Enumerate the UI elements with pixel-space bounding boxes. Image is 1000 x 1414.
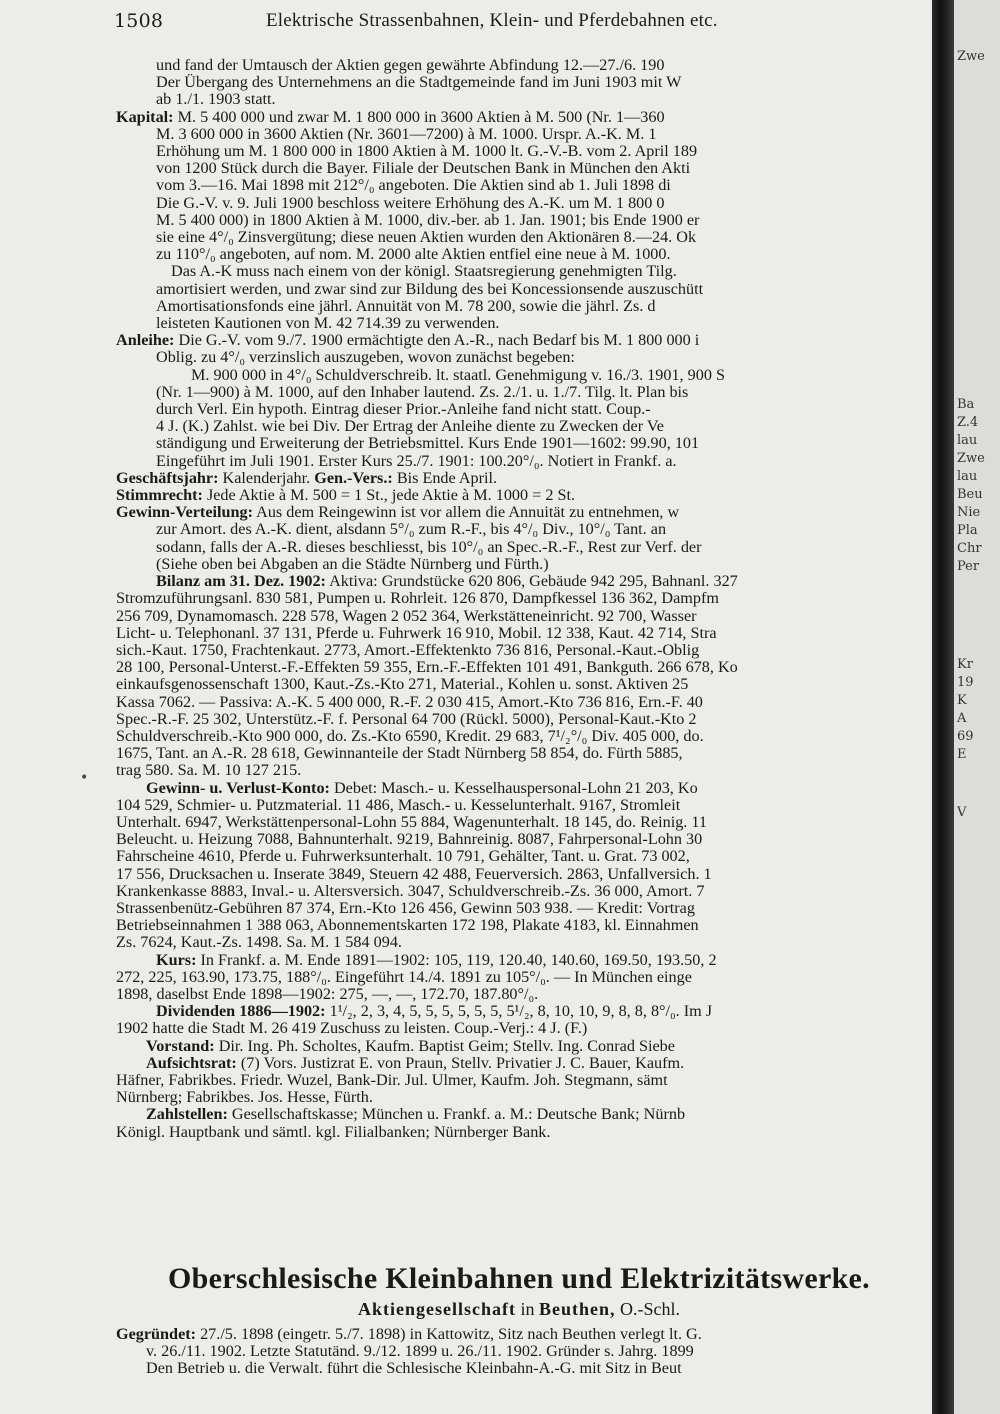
text-line: Schuldverschreib.-Kto 900 000, do. Zs.-Kto 6590, Kredit. 29 683, 7¹/₂°/₀ Div. 405 000, do. — [116, 726, 704, 745]
text-line: (Nr. 1—900) à M. 1000, auf den Inhaber lautend. Zs. 2./1. u. 1./7. Tilg. lt. Plan bis — [156, 382, 689, 401]
gegruendet-paragraph: Gegründet: 27./5. 1898 (eingetr. 5./7. 1898) in Kattowitz, Sitz nach Beuthen verlegt lt. G. — [116, 1325, 702, 1343]
fragment: Beu — [957, 487, 983, 502]
aufsichtsrat-paragraph: Aufsichtsrat: (7) Vors. Justizrat E. von Praun, Stellv. Privatier J. C. Bauer, Kaufm. — [146, 1053, 685, 1072]
text-line: 17 556, Drucksachen u. Inserate 3849, Steuern 42 488, Feuerversich. 2863, Unfallversich. 1 — [116, 864, 712, 883]
facing-page-edge — [954, 0, 1000, 1414]
fragment: Nie — [957, 505, 981, 520]
vorstand-line: Vorstand: Dir. Ing. Ph. Scholtes, Kaufm. Baptist Geim; Stellv. Ing. Conrad Siebe — [146, 1036, 675, 1055]
text-line: Strassenbenütz-Gebühren 87 374, Ern.-Kto 126 456, Gewinn 503 938. — Kredit: Vortrag — [116, 898, 695, 917]
text-line: 1902 hatte die Stadt M. 26 419 Zuschuss zu leisten. Coup.-Verj.: 4 J. (F.) — [116, 1019, 588, 1038]
text-line: Nürnberg; Fabrikbes. Jos. Hesse, Fürth. — [116, 1088, 373, 1107]
text-line: Licht- u. Telephonanl. 37 131, Pferde u. Fuhrwerk 16 910, Mobil. 12 338, Kaut. 42 714, Stra — [116, 623, 717, 642]
geschaeftsjahr-line: Geschäftsjahr: Kalenderjahr. Gen.-Vers.: Bis Ende April. — [116, 468, 498, 487]
text-line: Eingeführt im Juli 1901. Erster Kurs 25./7. 1901: 100.20°/₀. Notiert in Frankf. a. — [156, 451, 677, 470]
fragment: 19 — [957, 675, 974, 690]
gewinnverteilung-paragraph: Gewinn-Verteilung: Aus dem Reingewinn ist vor allem die Annuität zu entnehmen, w — [116, 503, 680, 522]
stimmrecht-line: Stimmrecht: Jede Aktie à M. 500 = 1 St., jede Aktie à M. 1000 = 2 St. — [116, 486, 576, 505]
text-line: Die G.-V. v. 9. Juli 1900 beschloss weitere Erhöhung des A.-K. um M. 1 800 0 — [156, 193, 665, 212]
text-line: Erhöhung um M. 1 800 000 in 1800 Aktien à M. 1000 lt. G.-V.-B. vom 2. April 189 — [156, 142, 698, 161]
company-entry — [116, 57, 926, 1141]
guv-paragraph: Gewinn- u. Verlust-Konto: Debet: Masch.- u. Kesselhauspersonal-Lohn 21 203, Ko — [146, 778, 698, 797]
text-line: von 1200 Stück durch die Bayer. Filiale der Deutschen Bank in München den Akti — [156, 159, 691, 178]
fragment: Kr — [957, 657, 973, 672]
text-line: 104 529, Schmier- u. Putzmaterial. 11 486, Masch.- u. Kesselunterhalt. 9167, Stromleit — [116, 795, 681, 814]
text-line: Oblig. zu 4°/₀ verzinslich auszugeben, wovon zunächst begeben: — [156, 348, 575, 367]
text-line: M. 900 000 in 4°/₀ Schuldverschreib. lt. staatl. Genehmigung v. 16./3. 1901, 900 S — [191, 365, 725, 384]
text-line: durch Verl. Ein hypoth. Eintrag dieser Prior.-Anleihe fand nicht statt. Coup.- — [156, 400, 651, 419]
fragment: Zwe — [957, 49, 985, 64]
text-line: ständigung und Erweiterung der Betriebsmittel. Kurs Ende 1901—1602: 99.90, 101 — [156, 434, 700, 453]
text-line: M. 5 400 000) in 1800 Aktien à M. 1000, div.-ber. ab 1. Jan. 1901; bis Ende 1900 er — [156, 210, 700, 229]
fragment: E — [957, 747, 967, 762]
kapital-paragraph: Kapital: M. 5 400 000 und zwar M. 1 800 000 in 3600 Aktien à M. 500 (Nr. 1—360 — [116, 107, 665, 126]
fragment: Per — [957, 559, 980, 574]
page-header — [114, 10, 914, 40]
text-line: sodann, falls der A.-R. dieses beschliesst, bis 10°/₀ an Spec.-R.-F., Rest zur Verf. der — [156, 537, 702, 556]
fragment: Zwe — [957, 451, 985, 466]
anleihe-label: Anleihe: — [116, 331, 175, 350]
text-line: einkaufsgenossenschaft 1300, Kaut.-Zs.-Kto 271, Material., Kohlen u. sonst. Aktiven 25 — [116, 675, 689, 694]
kurs-paragraph: Kurs: In Frankf. a. M. Ende 1891—1902: 105, 119, 120.40, 140.60, 169.50, 193.50, 2 — [156, 950, 717, 969]
text-line: Häfner, Fabrikbes. Friedr. Wuzel, Bank-Dir. Jul. Ulmer, Kaufm. Joh. Stegmann, sämt — [116, 1070, 668, 1089]
text-line: leisteten Kautionen von M. 42 714.39 zu verwenden. — [156, 314, 500, 333]
fragment: 69 — [957, 729, 974, 744]
text-line: Das A.-K muss nach einem von der königl. Staatsregierung genehmigten Tilg. — [171, 262, 677, 281]
text-line: sich.-Kaut. 1750, Frachtenkaut. 2773, Amort.-Effektenkto 736 816, Personal.-Kaut.-Oblig — [116, 640, 700, 659]
section-subtitle: Aktiengesellschaft in Beuthen, O.-Schl. — [357, 1299, 680, 1319]
text-line: Unterhalt. 6947, Werkstättenpersonal-Lohn 55 884, Wagenunterhalt. 18 145, do. Reinig. 11 — [116, 812, 707, 831]
text-line: 1898, daselbst Ende 1898—1902: 275, —, —, 172.70, 187.80°/₀. — [116, 984, 539, 1003]
text-line: v. 26./11. 1902. Letzte Statutänd. 9./12. 1899 u. 26./11. 1902. Gründer s. Jahrg. 1899 — [146, 1342, 694, 1361]
text-line: 1675, Tant. an A.-R. 28 618, Gewinnanteile der Stadt Nürnberg 58 854, do. Fürth 5885, — [116, 744, 683, 763]
text-line: Krankenkasse 8883, Inval.- u. Altersversich. 3047, Schuldverschreib.-Zs. 36 000, Amort. 7 — [116, 881, 705, 900]
text-line: Den Betrieb u. die Verwalt. führt die Schlesische Kleinbahn-A.-G. mit Sitz in Beut — [146, 1359, 682, 1378]
bilanz-paragraph: Bilanz am 31. Dez. 1902: Aktiva: Grundstücke 620 806, Gebäude 942 295, Bahnanl. 327 — [156, 572, 738, 591]
fragment: Pla — [957, 523, 978, 538]
fragment: A — [957, 711, 967, 726]
text-line: zur Amort. des A.-K. dient, alsdann 5°/₀ zum R.-F., bis 4°/₀ Div., 10°/₀ Tant. an — [156, 520, 667, 539]
book-gutter — [932, 0, 954, 1414]
text-line: amortisiert werden, und zwar sind zur Bildung des bei Koncessionsende auszuschütt — [156, 279, 704, 298]
text-line: 28 100, Personal-Unterst.-F.-Effekten 59 355, Ern.-F.-Effekten 101 491, Bankguth. 266 678, Ko — [116, 658, 738, 677]
dividenden-paragraph: Dividenden 1886—1902: 1¹/₂, 2, 3, 4, 5, 5, 5, 5, 5, 5, 5¹/₂, 8, 10, 10, 9, 8, 8, 8°/₀. Im J — [156, 1002, 713, 1021]
fragment: lau — [957, 469, 978, 484]
fragment: Chr — [957, 541, 982, 556]
text-line: Der Übergang des Unternehmens an die Stadtgemeinde fand im Juni 1903 mit W — [156, 73, 682, 92]
fragment: lau — [957, 433, 978, 448]
text-line: zu 110°/₀ angeboten, auf nom. M. 2000 alte Aktien entfiel eine neue à M. 1000. — [156, 245, 671, 264]
section-title: Oberschlesische Kleinbahnen und Elektrizitätswerke. — [168, 1262, 870, 1295]
text-line: ab 1./1. 1903 statt. — [156, 90, 276, 109]
text-line: 4 J. (K.) Zahlst. wie bei Div. Der Ertrag der Anleihe diente zu Zwecken der Ve — [156, 417, 664, 436]
text-line: Beleucht. u. Heizung 7088, Bahnunterhalt. 9219, Bahnreinig. 8087, Fahrpersonal-Lohn 30 — [116, 830, 703, 849]
text-line: sie eine 4°/₀ Zinsvergütung; diese neuen Aktien wurden den Aktionären 8.—24. Ok — [156, 228, 697, 247]
text-line: und fand der Umtausch der Aktien gegen gewährte Abfindung 12.—27./6. 190 — [156, 56, 665, 74]
text-line: Zs. 7624, Kaut.-Zs. 1498. Sa. M. 1 584 094. — [116, 933, 402, 952]
zahlstellen-paragraph: Zahlstellen: Gesellschaftskasse; München u. Frankf. a. M.: Deutsche Bank; Nürnb — [146, 1105, 686, 1124]
text-line: Königl. Hauptbank und sämtl. kgl. Filialbanken; Nürnberger Bank. — [116, 1122, 551, 1141]
text-line: Spec.-R.-F. 25 302, Unterstütz.-F. f. Personal 64 700 (Rückl. 5000), Personal-Kaut.-Kto 2 — [116, 709, 697, 728]
text-line: M. 3 600 000 in 3600 Aktien (Nr. 3601—7200) à M. 1000. Urspr. A.-K. M. 1 — [156, 124, 657, 143]
next-entry — [116, 1326, 926, 1378]
text-line: 256 709, Dynamomasch. 228 578, Wagen 2 052 364, Werkstätteneinricht. 92 700, Wasser — [116, 606, 697, 625]
text-line: Kassa 7062. — Passiva: A.-K. 5 400 000, R.-F. 2 030 415, Amort.-Kto 736 816, Ern.-F. 40 — [116, 692, 703, 711]
page-number: 1508 — [114, 10, 164, 32]
fragment: Z.4 — [957, 415, 979, 430]
text-line: vom 3.—16. Mai 1898 mit 212°/₀ angeboten. Die Aktien sind ab 1. Juli 1898 di — [156, 176, 671, 195]
running-title: Elektrische Strassenbahnen, Klein- und Pferdebahnen etc. — [266, 10, 718, 31]
stray-mark: • — [80, 770, 89, 786]
anleihe-paragraph: Anleihe: Die G.-V. vom 9./7. 1900 ermächtigte den A.-R., nach Bedarf bis M. 1 800 000 i — [116, 331, 700, 350]
fragment: K — [957, 693, 967, 708]
text-line: Fahrscheine 4610, Pferde u. Fuhrwerksunterhalt. 10 791, Gehälter, Tant. u. Grat. 73 002, — [116, 847, 690, 866]
fragment: V — [957, 805, 967, 820]
text-line: Amortisationsfonds eine jährl. Annuität von M. 78 200, sowie die jährl. Zs. d — [156, 296, 656, 315]
text-line: trag 580. Sa. M. 10 127 215. — [116, 761, 302, 780]
text-line: 272, 225, 163.90, 173.75, 188°/₀. Eingeführt 14./4. 1891 zu 105°/₀. — In München einge — [116, 967, 692, 986]
kapital-label: Kapital: — [116, 107, 174, 126]
fragment: Ba — [957, 397, 975, 412]
text-line: Betriebseinnahmen 1 388 063, Abonnementskarten 172 198, Plakate 4183, kl. Einnahmen — [116, 916, 699, 935]
text-line: Stromzuführungsanl. 830 581, Pumpen u. Rohrleit. 126 870, Dampfkessel 136 362, Dampfm — [116, 589, 719, 608]
text-line: (Siehe oben bei Abgaben an die Städte Nürnberg und Fürth.) — [156, 554, 549, 573]
